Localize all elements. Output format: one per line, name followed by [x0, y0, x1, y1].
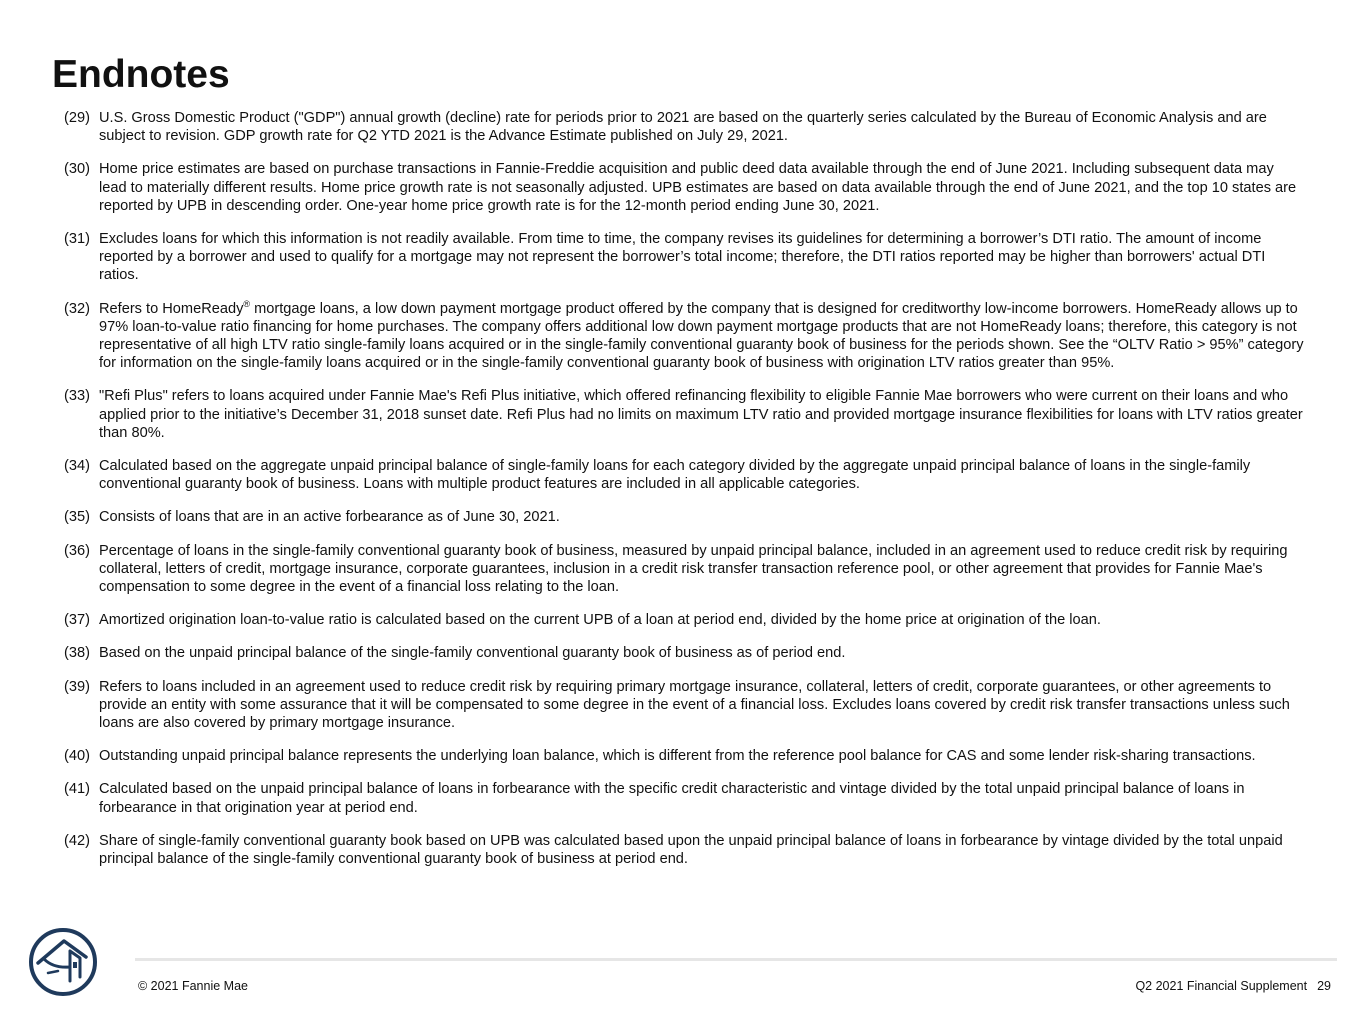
endnote-37 — [64, 611, 1304, 629]
endnote-number: (33) — [64, 388, 90, 405]
endnote-number: (31) — [64, 231, 90, 248]
endnote-32 — [64, 300, 1304, 373]
fannie-mae-house-logo-icon — [28, 927, 98, 997]
endnote-36 — [64, 542, 1304, 597]
endnote-34 — [64, 457, 1304, 493]
endnote-40 — [64, 747, 1304, 765]
endnote-number: (29) — [64, 110, 90, 126]
endnote-number: (38) — [64, 645, 90, 662]
endnote-text-start: Refers to HomeReady — [99, 300, 244, 317]
endnote-text — [99, 298, 1304, 372]
page-title: Endnotes — [52, 53, 230, 96]
endnote-number: (30) — [64, 161, 90, 178]
endnote-number: (42) — [64, 832, 90, 849]
endnote-number: (41) — [64, 781, 90, 798]
endnote-42 — [64, 832, 1304, 868]
endnote-39 — [64, 678, 1304, 733]
endnote-text: Excludes loans for which this information is not readily available. From time to time, the company revises its guidelines for determining a borrower’s DTI ratio. The amount of income reported by a borrower and used to qualify for a mortgage may not represent the borrower’s total income; therefore, the DTI ratios reported may be higher than borrowers' actual DTI ratios. — [99, 231, 1266, 284]
endnote-text: Outstanding unpaid principal balance represents the underlying loan balance, which is different from the reference pool balance for CAS and some lender risk-sharing transactions. — [99, 748, 1256, 765]
endnote-38 — [64, 644, 1304, 662]
endnote-text: Refers to loans included in an agreement used to reduce credit risk by requiring primary mortgage insurance, collateral, letters of credit, corporate guarantees, or other agreements to provide an entity with some assurance that it will be compensated to some degree in the event of a financial loss. Excludes loans covered by credit risk transfer transactions unless such loans are also covered by primary mortgage insurance. — [99, 678, 1290, 732]
endnote-31 — [64, 230, 1304, 285]
endnote-text: Calculated based on the unpaid principal balance of loans in forbearance with the specific credit characteristic and vintage divided by the total unpaid principal balance of loans in forbearance in that origination year at period end. — [99, 781, 1245, 816]
endnotes-list — [64, 109, 1304, 883]
endnote-number: (40) — [64, 748, 90, 765]
endnote-number: (39) — [64, 678, 90, 695]
endnote-number: (32) — [64, 300, 90, 317]
endnote-text: Amortized origination loan-to-value ratio is calculated based on the current UPB of a loan at period end, divided by the home price at origination of the loan. — [99, 612, 1101, 629]
endnote-number: (34) — [64, 458, 90, 475]
registered-mark: ® — [243, 298, 251, 309]
endnote-29 — [64, 109, 1304, 145]
endnote-35 — [64, 508, 1304, 526]
footer-copyright: © 2021 Fannie Mae — [138, 979, 248, 993]
endnote-text: Based on the unpaid principal balance of the single-family conventional guaranty book of business as of period end. — [99, 645, 846, 662]
endnote-number: (37) — [64, 612, 90, 629]
endnote-30 — [64, 160, 1304, 215]
endnote-text: Consists of loans that are in an active forbearance as of June 30, 2021. — [99, 509, 560, 526]
endnote-41 — [64, 780, 1304, 816]
footer-document-title: Q2 2021 Financial Supplement — [1135, 979, 1308, 993]
endnote-text: U.S. Gross Domestic Product ("GDP") annual growth (decline) rate for periods prior to 2021 are based on the quarterly series calculated by the Bureau of Economic Analysis and are subject to revision. GDP growth rate for Q2 YTD 2021 is the Advance Estimate published on July 29, 2021. — [99, 110, 1267, 145]
endnote-text: Home price estimates are based on purchase transactions in Fannie-Freddie acquisition and public deed data available through the end of June 2021. Including subsequent data may lead to materially different results. Home price growth rate is not seasonally adjusted. UPB estimates are based on data available through the end of June 2021, and the top 10 states are reported by UPB in descending order. One-year home price growth rate is for the 12-month period ending June 30, 2021. — [99, 161, 1297, 214]
endnote-text: Calculated based on the aggregate unpaid principal balance of single-family loans for each category divided by the aggregate unpaid principal balance of loans in the single-family conventional guaranty book of business. Loans with multiple product features are included in all applicable categories. — [99, 458, 1251, 493]
footer-document-info — [1135, 979, 1331, 993]
endnote-text: Share of single-family conventional guaranty book based on UPB was calculated based upon the unpaid principal balance of loans in forbearance by vintage divided by the total unpaid principal balance of the single-family conventional guaranty book of business at period end. — [99, 832, 1283, 868]
endnote-number: (36) — [64, 542, 90, 559]
endnote-text: Percentage of loans in the single-family conventional guaranty book of business, measured by unpaid principal balance, included in an agreement used to reduce credit risk by requiring collateral, letters of credit, mortgage insurance, corporate guarantees, inclusion in a credit risk transfer transaction reference pool, or other agreement that provides for Fannie Mae's compensation to some degree in the event of a financial loss relating to the loan. — [99, 542, 1288, 596]
endnote-33 — [64, 387, 1304, 442]
page-number: 29 — [1317, 979, 1331, 993]
endnote-text: "Refi Plus" refers to loans acquired under Fannie Mae's Refi Plus initiative, which offered refinancing flexibility to eligible Fannie Mae borrowers who were current on their loans and who applied prior to the initiative’s December 31, 2018 sunset date. Refi Plus had no limits on maximum LTV ratio and provided mortgage insurance flexibilities for loans with LTV ratios greater than 80%. — [99, 388, 1303, 441]
footer-divider — [135, 958, 1337, 961]
endnote-text-rest: mortgage loans, a low down payment mortgage product offered by the company that is designed for creditworthy low-income borrowers. HomeReady allows up to 97% loan-to-value ratio financing for home purchases. The company offers additional low down payment mortgage products that are not HomeReady loans; therefore, this category is not representative of all high LTV ratio single-family loans acquired or in the single-family conventional guaranty book of business for the periods shown. See the “OLTV Ratio > 95%” category for information on the single-family loans acquired or in the single-family conventional guaranty book of business with origination LTV ratios greater than 95%. — [99, 300, 1304, 372]
endnote-number: (35) — [64, 509, 90, 526]
